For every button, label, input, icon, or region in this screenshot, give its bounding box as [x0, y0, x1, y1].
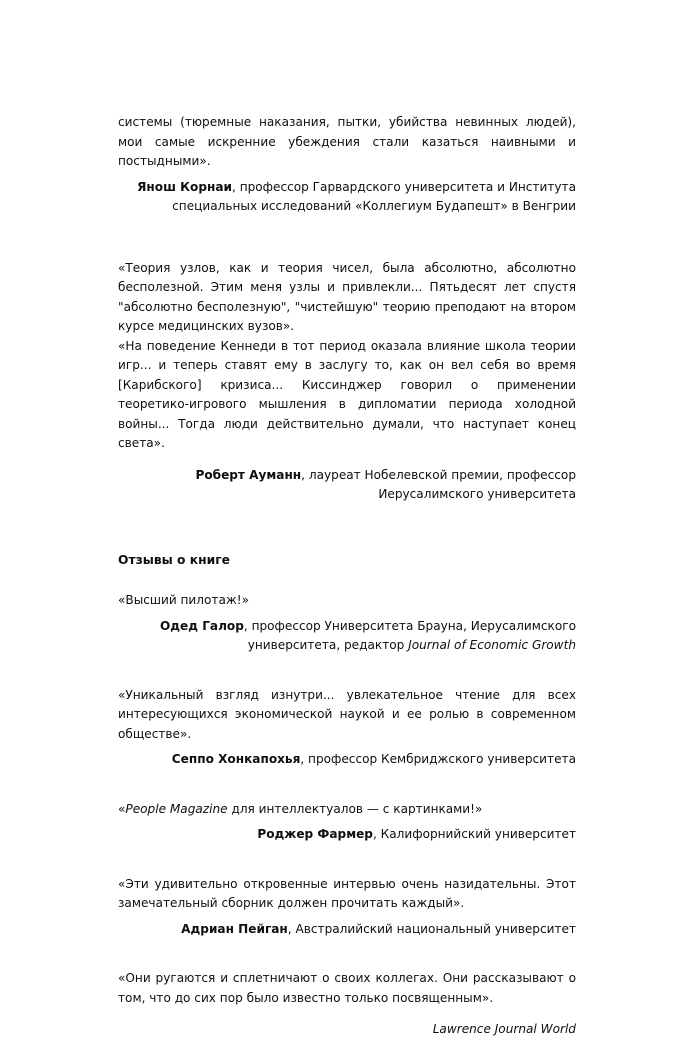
lawrence-quote-paragraph: «Они ругаются и сплетничают о своих коллегах. Они рассказывают о том, что до сих пор было известно только посвященным». — [118, 971, 576, 1005]
spacer — [118, 1008, 576, 1020]
pagan-attribution-detail: , Австралийский национальный университет — [287, 921, 576, 936]
pagan-quote-paragraph: «Эти удивительно откровенные интервью очень назидательны. Этот замечательный сборник должен прочитать каждый». — [118, 876, 576, 910]
honkapohja-quote-paragraph: «Уникальный взгляд изнутри... увлекательное чтение для всех интересующихся экономической наукой и ее ролью в современном обществе». — [118, 687, 576, 741]
galor-attribution — [118, 617, 576, 656]
farmer-quote-rest: для интеллектуалов — с картинками!» — [227, 801, 483, 816]
spacer — [118, 656, 576, 686]
kornai-attribution-detail: , профессор Гарвардского университета и Института специальных исследований «Коллегиум Будапешт» в Венгрии — [172, 179, 576, 213]
spacer — [118, 845, 576, 875]
aumann-quote-paragraph-2: «На поведение Кеннеди в тот период оказала влияние школа теории игр... и теперь ставят ему в заслугу то, как он вел себя во время [Карибского] кризиса... Киссинджер говорил о применении теоретико-игрового мышления в дипломатии периода холодной войны... Тогда люди действительно думали, что наступает конец света». — [118, 338, 576, 450]
spacer — [118, 770, 576, 800]
galor-quote-paragraph: «Высший пилотаж!» — [118, 593, 250, 607]
kornai-attribution-name: Янош Корнаи — [137, 179, 232, 194]
honkapohja-attribution-detail: , профессор Кембриджского университета — [300, 752, 576, 766]
farmer-attribution-name: Роджер Фармер — [257, 827, 373, 841]
page-content — [118, 113, 576, 1040]
farmer-quote-paragraph — [118, 800, 576, 820]
farmer-quote-journal: People Magazine — [125, 801, 228, 816]
farmer-attribution — [118, 825, 576, 845]
aumann-quote-paragraph-1: «Теория узлов, как и теория чисел, была абсолютно, абсолютно бесполезной. Этим меня узлы и привлекли... Пятьдесят лет спустя "абсолютно бесполезную", "чистейшую" теорию преподают на втором курсе медицинских вузов». — [118, 260, 576, 333]
galor-attribution-name: Одед Галор — [159, 618, 244, 633]
galor-attribution-journal: Journal of Economic Growth — [408, 638, 576, 652]
lawrence-attribution-journal: Lawrence Journal World — [432, 1022, 576, 1036]
spacer — [118, 217, 576, 259]
aumann-attribution-detail: , лауреат Нобелевской премии, профессор Иерусалимского университета — [301, 467, 576, 501]
farmer-quote-open: « — [118, 801, 126, 816]
galor-attribution-detail: , профессор Университета Брауна, Иерусалимского университета, редактор — [243, 618, 576, 652]
spacer — [118, 505, 576, 551]
kornai-quote-paragraph: системы (тюремные наказания, пытки, убийства невинных людей), мои самые искренние убеждения стали казаться наивными и постыдными». — [118, 115, 576, 168]
honkapohja-attribution — [118, 750, 576, 770]
pagan-attribution — [118, 920, 576, 940]
kornai-attribution — [118, 178, 576, 217]
spacer — [118, 570, 576, 591]
reviews-section-heading: Отзывы о книге — [118, 552, 230, 567]
spacer — [118, 454, 576, 466]
spacer — [118, 939, 576, 969]
pagan-attribution-name: Адриан Пейган — [181, 921, 288, 936]
lawrence-attribution — [118, 1020, 576, 1040]
farmer-attribution-detail: , Калифорнийский университет — [372, 827, 576, 841]
aumann-attribution — [118, 466, 576, 505]
honkapohja-attribution-name: Сеппо Хонкапохья — [171, 752, 301, 766]
aumann-attribution-name: Роберт Ауманн — [195, 467, 302, 482]
